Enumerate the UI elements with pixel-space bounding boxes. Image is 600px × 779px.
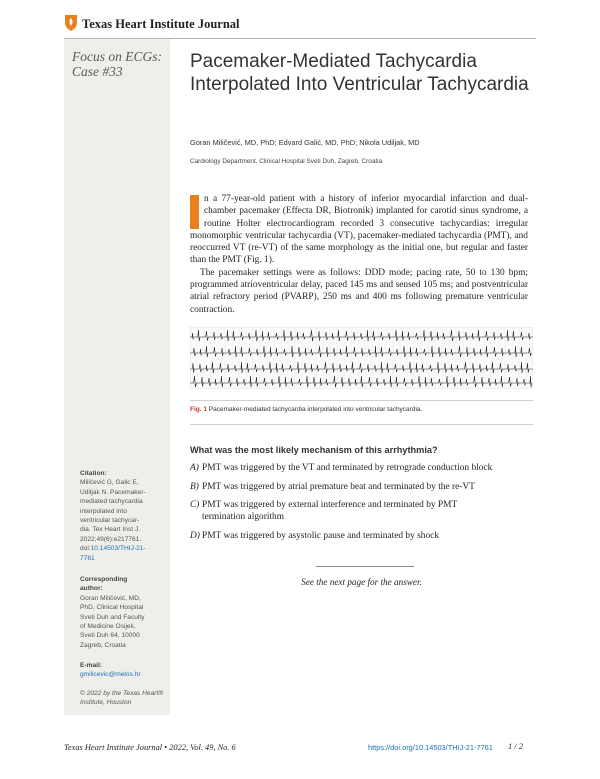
footer-citation: Texas Heart Institute Journal • 2022, Vol. 49, No. 6 (64, 743, 236, 752)
ecg-figure (190, 327, 533, 389)
paragraph-2: The pacemaker settings were as follows: DDD mode; pacing rate, 50 to 130 bpm; programmed atrioventricular delay, paced 145 ms and sensed 105 ms; and postventricular atrial refractory period (PVARP), 250 ms and 400 ms following premature ventricular contraction. (190, 267, 528, 315)
figure-rule-bottom (190, 424, 533, 425)
journal-name: Texas Heart Institute Journal (82, 17, 240, 31)
option-c: C) PMT was triggered by external interference and terminated by PMT termination algorithm (190, 500, 458, 522)
see-next-page: See the next page for the answer. (301, 577, 422, 587)
paragraph-1: n a 77-year-old patient with a history of inferior myocardial infarction and dual-chamber pacemaker (Effecta DR, Biotronik) implanted for carotid sinus syndrome, a routine Holter electrocardiogram recorded 3 consecutive tachycardias: irregular monomorphic ventricular tachycardia (VT), pacemaker-mediated tachycardia (PMT), and reoccurred VT (re-VT) of the same morphology as the initial one, but regular and faster than the PMT (Fig. 1). (190, 194, 528, 266)
option-b: B) PMT was triggered by atrial premature beat and terminated by the re-VT (190, 482, 475, 492)
page-number: 1 / 2 (508, 742, 523, 751)
citation-doi-link-cont[interactable]: 7761 (80, 554, 95, 562)
citation-heading: Citation: (80, 470, 107, 477)
email-link[interactable]: gmilicevic@melos.hr (80, 671, 141, 679)
series-label: Focus on ECGs: Case #33 (72, 49, 162, 79)
figure-rule (190, 400, 533, 401)
figure-caption: Fig. 1 Pacemaker-mediated tachycardia interpolated into ventricular tachycardia. (190, 406, 423, 413)
authors: Goran Miličević, MD, PhD; Edvard Galić, MD, PhD; Nikola Udiljak, MD (190, 138, 420, 147)
question: What was the most likely mechanism of this arrhythmia? (190, 445, 438, 455)
citation-doi-link[interactable]: 10.14503/THIJ-21- (90, 545, 146, 553)
email-block: E-mail: gmilicevic@melos.hr (80, 661, 168, 680)
option-d: D) PMT was triggered by asystolic pause and terminated by shock (190, 531, 440, 541)
article-title: Pacemaker-Mediated Tachycardia Interpolated Into Ventricular Tachycardia (190, 51, 529, 95)
citation-block: Citation: Miličević G, Galic E, Udiljak N. Pacemaker- mediated tachycardia interpolated into ventricular tachycar- dia. Tex Heart Inst J. 2022;49(6):e217761. doi:10.14503/THIJ-21- 7761 (80, 469, 168, 563)
journal-logo-icon (64, 14, 78, 32)
answer-divider (316, 566, 414, 567)
corresponding-author-block: Corresponding author: Goran Miličević, MD, PhD, Clinical Hospital Sveti Duh and Faculty of Medicine Osijek, Sveti Duh 64, 10000 Zagreb, Croatia (80, 576, 145, 649)
sidebar (64, 39, 170, 715)
affiliation: Cardiology Department, Clinical Hospital Sveti Duh, Zagreb, Croatia (190, 158, 383, 165)
article-body (190, 193, 528, 316)
option-a: A) PMT was triggered by the VT and terminated by retrograde conduction block (190, 463, 493, 473)
drop-cap (190, 195, 199, 229)
copyright: © 2022 by the Texas Heart® Institute, Houston (80, 690, 164, 707)
footer-doi-link[interactable]: https://doi.org/10.14503/THIJ-21-7761 (368, 743, 493, 752)
